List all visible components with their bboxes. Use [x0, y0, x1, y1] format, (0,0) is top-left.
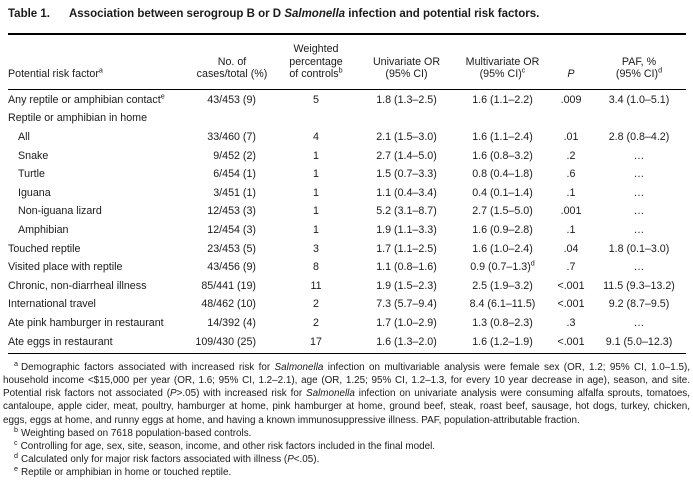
superscript-marker: e	[160, 91, 165, 101]
risk-factor-table	[8, 33, 686, 354]
value-cell: 11	[310, 279, 322, 292]
value-cell: 1.7 (1.0–2.9)	[376, 316, 437, 329]
value-cell: 14/392 (4)	[207, 316, 256, 329]
risk-factor-label: Touched reptile	[8, 242, 81, 255]
value-cell: 9/452 (2)	[213, 149, 256, 162]
value-cell: 11.5 (9.3–13.2)	[603, 279, 675, 292]
table-row	[8, 202, 686, 221]
superscript-marker: a	[98, 65, 103, 75]
value-cell: .1	[566, 186, 576, 199]
value-cell: 3	[313, 242, 319, 255]
text-segment: Reptile or amphibian in home or touched reptile.	[21, 467, 232, 479]
table-row	[8, 165, 686, 184]
risk-factor-label: Non-iguana lizard	[18, 205, 102, 218]
value-cell: …	[633, 186, 645, 199]
column-header-line: (95% CI)	[385, 68, 428, 80]
table-row	[8, 109, 686, 128]
risk-factor-label: Snake	[18, 149, 49, 162]
value-cell: …	[633, 223, 645, 236]
value-cell: .3	[566, 316, 576, 329]
value-cell: 1.6 (1.1–2.4)	[472, 130, 533, 143]
text-segment: infection on univariate analysis were consuming alfalfa sprouts, tomatoes, cantaloupe, apple cider, meat, poultry, hamburger at home, pink hamburger at home, ground beef, steak, roast beef, sausage, hot dogs, turkey, chicken, eggs, eggs at home, and runny eggs at home, and having a known immunosuppressive illness. PAF, population-attributable fraction.	[3, 388, 690, 426]
value-cell: .2	[566, 149, 576, 162]
column-header-6	[592, 56, 686, 81]
value-cell: 1.9 (1.1–3.3)	[376, 223, 437, 236]
risk-factor-label: Chronic, non-diarrheal illness	[8, 279, 147, 292]
footnote-a	[3, 358, 690, 427]
italic-text-segment: Salmonella	[284, 8, 346, 20]
column-header-3	[358, 56, 455, 81]
value-cell: .7	[566, 261, 576, 274]
table-number-label: Table 1.	[8, 8, 50, 20]
column-header-1	[190, 56, 274, 81]
column-header-line: P	[567, 68, 575, 80]
risk-factor-label: International travel	[8, 298, 96, 311]
value-cell: .001	[560, 205, 582, 218]
risk-factor-label: Any reptile or amphibian contact$^e$	[8, 91, 165, 106]
column-header-line: No. of	[217, 55, 247, 68]
value-cell: <.001	[557, 298, 585, 311]
value-cell: 0.8 (0.4–1.8)	[472, 168, 533, 181]
text-segment: <.05).	[293, 454, 320, 466]
value-cell: 1	[313, 186, 319, 199]
risk-factor-label: Iguana	[18, 186, 51, 199]
text-segment: Calculated only for major risk factors associated with illness (	[21, 454, 288, 466]
value-cell: …	[633, 149, 645, 162]
text-segment: Association between serogroup B or D	[68, 8, 285, 20]
value-cell: 1	[313, 149, 319, 162]
value-cell: 1.6 (0.9–2.8)	[472, 223, 533, 236]
value-cell: .6	[566, 168, 576, 181]
value-cell: 1.6 (1.1–2.2)	[472, 93, 533, 106]
value-cell: 8	[313, 261, 319, 274]
value-cell: 1.6 (1.3–2.0)	[376, 335, 437, 348]
column-header-line: cases/total (%)	[196, 68, 268, 80]
column-header-2	[274, 43, 358, 81]
value-cell: 109/430 (25)	[195, 335, 256, 348]
value-cell: 1.8 (0.1–3.0)	[608, 242, 670, 255]
column-header-line: Multivariate OR	[465, 55, 540, 68]
footnote-d	[3, 450, 690, 466]
value-cell: <.001	[557, 279, 585, 292]
value-cell: 1.1 (0.4–3.4)	[376, 186, 437, 199]
italic-text-segment: P	[287, 454, 294, 466]
superscript-marker: d	[658, 65, 663, 75]
value-cell: 1	[313, 223, 319, 236]
value-cell: 3.4 (1.0–5.1)	[608, 93, 670, 106]
value-cell: 12/454 (3)	[207, 223, 256, 236]
text-segment: Demographic factors associated with increased risk for	[21, 361, 275, 373]
table-title	[8, 7, 686, 21]
value-cell: 5.2 (3.1–8.7)	[376, 205, 437, 218]
value-cell: 1.8 (1.3–2.5)	[376, 93, 437, 106]
risk-factor-label: Visited place with reptile	[8, 261, 123, 274]
value-cell: 4	[313, 130, 319, 143]
value-cell: …	[633, 205, 645, 218]
value-cell: 1.6 (1.0–2.4)	[472, 242, 533, 255]
value-cell: 9.1 (5.0–12.3)	[605, 335, 673, 348]
italic-text-segment: P	[170, 388, 177, 400]
value-cell: 0.9 $(0.7-1.3)^d$	[470, 258, 535, 274]
footnote-marker: a	[14, 358, 18, 368]
value-cell: .1	[566, 223, 576, 236]
value-cell: 43/453 (9)	[207, 93, 256, 106]
table-row	[8, 295, 686, 314]
table-row	[8, 276, 686, 295]
table-row	[8, 332, 686, 351]
value-cell: 33/460 (7)	[207, 130, 256, 143]
column-header-line: PAF, %	[621, 55, 657, 68]
value-cell: 1.9 (1.5–2.3)	[376, 279, 437, 292]
value-cell: 1	[313, 205, 319, 218]
risk-factor-label: Ate pink hamburger in restaurant	[8, 316, 164, 329]
table-body	[8, 90, 686, 354]
table-row	[8, 221, 686, 240]
value-cell: 8.4 (6.1–11.5)	[469, 298, 536, 311]
table-row	[8, 91, 686, 110]
value-cell: <.001	[557, 335, 585, 348]
value-cell: 6/454 (1)	[213, 168, 256, 181]
value-cell: 1.6 (1.2–1.9)	[472, 335, 533, 348]
value-cell: 1.7 (1.1–2.5)	[376, 242, 437, 255]
footnote-e	[3, 466, 690, 479]
value-cell: 1.3 (0.8–2.3)	[472, 316, 533, 329]
italic-text-segment: Salmonella	[274, 361, 324, 373]
value-cell: 43/456 (9)	[207, 261, 256, 274]
column-header-0	[8, 65, 190, 81]
column-header-line: (95% CI)$^c$	[479, 65, 526, 80]
value-cell: .01	[563, 130, 579, 143]
value-cell: 12/453 (3)	[207, 205, 256, 218]
superscript-marker: c	[521, 65, 526, 75]
value-cell: 2.7 (1.4–5.0)	[376, 149, 437, 162]
footnotes	[3, 358, 690, 480]
value-cell: 1.5 (0.7–3.3)	[376, 168, 437, 181]
value-cell: …	[633, 168, 645, 181]
value-cell: 1.6 (0.8–3.2)	[472, 149, 533, 162]
superscript-marker: b	[338, 65, 343, 75]
text-segment: >.05) with increased risk for	[176, 388, 307, 400]
value-cell: 1	[313, 168, 319, 181]
value-cell: 17	[310, 335, 322, 348]
value-cell: …	[633, 261, 645, 274]
table-title-text	[69, 8, 539, 20]
risk-factor-label: Turtle	[18, 168, 45, 181]
value-cell: 23/453 (5)	[207, 242, 256, 255]
column-header-line: (95% CI)$^d$	[615, 65, 663, 80]
value-cell: …	[633, 316, 645, 329]
risk-factor-label: Reptile or amphibian in home	[8, 112, 148, 125]
value-cell: .009	[560, 93, 582, 106]
column-header-5	[550, 68, 592, 81]
footnote-marker: c	[14, 437, 18, 447]
table-row	[8, 258, 686, 277]
value-cell: 85/441 (19)	[201, 279, 256, 292]
text-segment: infection on multivariable analysis were female sex (OR, 1.2; 95% CI, 1.0–1.5), household income <$15,000 per year (OR, 1.6; 95% CI, 1.2–2.1), age (OR, 1.25; 95% CI, 1.2–1.3, for every 10 year decrease in age), season, and site. Potential risk factors not associated (	[3, 361, 690, 400]
value-cell: 5	[313, 93, 319, 106]
value-cell: 2.5 (1.9–3.2)	[472, 279, 533, 292]
italic-text-segment: Salmonella	[306, 388, 355, 400]
value-cell: 2	[313, 316, 319, 329]
value-cell: 2.8 (0.8–4.2)	[608, 130, 670, 143]
table-row	[8, 146, 686, 165]
column-header-line: Potential risk factor$^a$	[8, 65, 103, 80]
value-cell: 3/451 (1)	[213, 186, 256, 199]
text-segment: infection and potential risk factors.	[345, 8, 540, 20]
value-cell: 7.3 (5.7–9.4)	[376, 298, 437, 311]
text-segment: Controlling for age, sex, site, season, income, and other risk factors included in the final model.	[20, 441, 436, 453]
risk-factor-label: Ate eggs in restaurant	[8, 335, 113, 348]
value-cell: .04	[563, 242, 579, 255]
footnote-b	[3, 424, 690, 440]
column-header-line: Weighted	[293, 43, 339, 55]
value-cell: 9.2 (8.7–9.5)	[608, 298, 670, 311]
value-cell: 48/462 (10)	[201, 298, 256, 311]
table-header-row	[8, 33, 686, 90]
value-cell: 2	[313, 298, 319, 311]
value-cell: 1.1 (0.8–1.6)	[376, 261, 437, 274]
value-cell: 2.1 (1.5–3.0)	[376, 130, 437, 143]
footnote-c	[3, 437, 690, 453]
table-row	[8, 239, 686, 258]
footnote-marker: d	[14, 450, 18, 460]
table-row	[8, 128, 686, 147]
table-row	[8, 314, 686, 333]
risk-factor-label: Amphibian	[18, 223, 69, 236]
footnote-marker: e	[14, 464, 18, 474]
text-segment: Weighting based on 7618 population-based controls.	[21, 427, 252, 439]
footnote-marker: b	[14, 424, 18, 434]
column-header-line: of controls$^b$	[289, 65, 343, 80]
table-row	[8, 183, 686, 202]
column-header-line: Univariate OR	[372, 55, 441, 68]
superscript-marker: d	[530, 258, 535, 268]
column-header-line: percentage	[289, 55, 343, 68]
value-cell: 0.4 (0.1–1.4)	[472, 186, 533, 199]
risk-factor-label: All	[18, 130, 30, 143]
value-cell: 2.7 (1.5–5.0)	[472, 205, 533, 218]
column-header-4	[455, 56, 550, 81]
